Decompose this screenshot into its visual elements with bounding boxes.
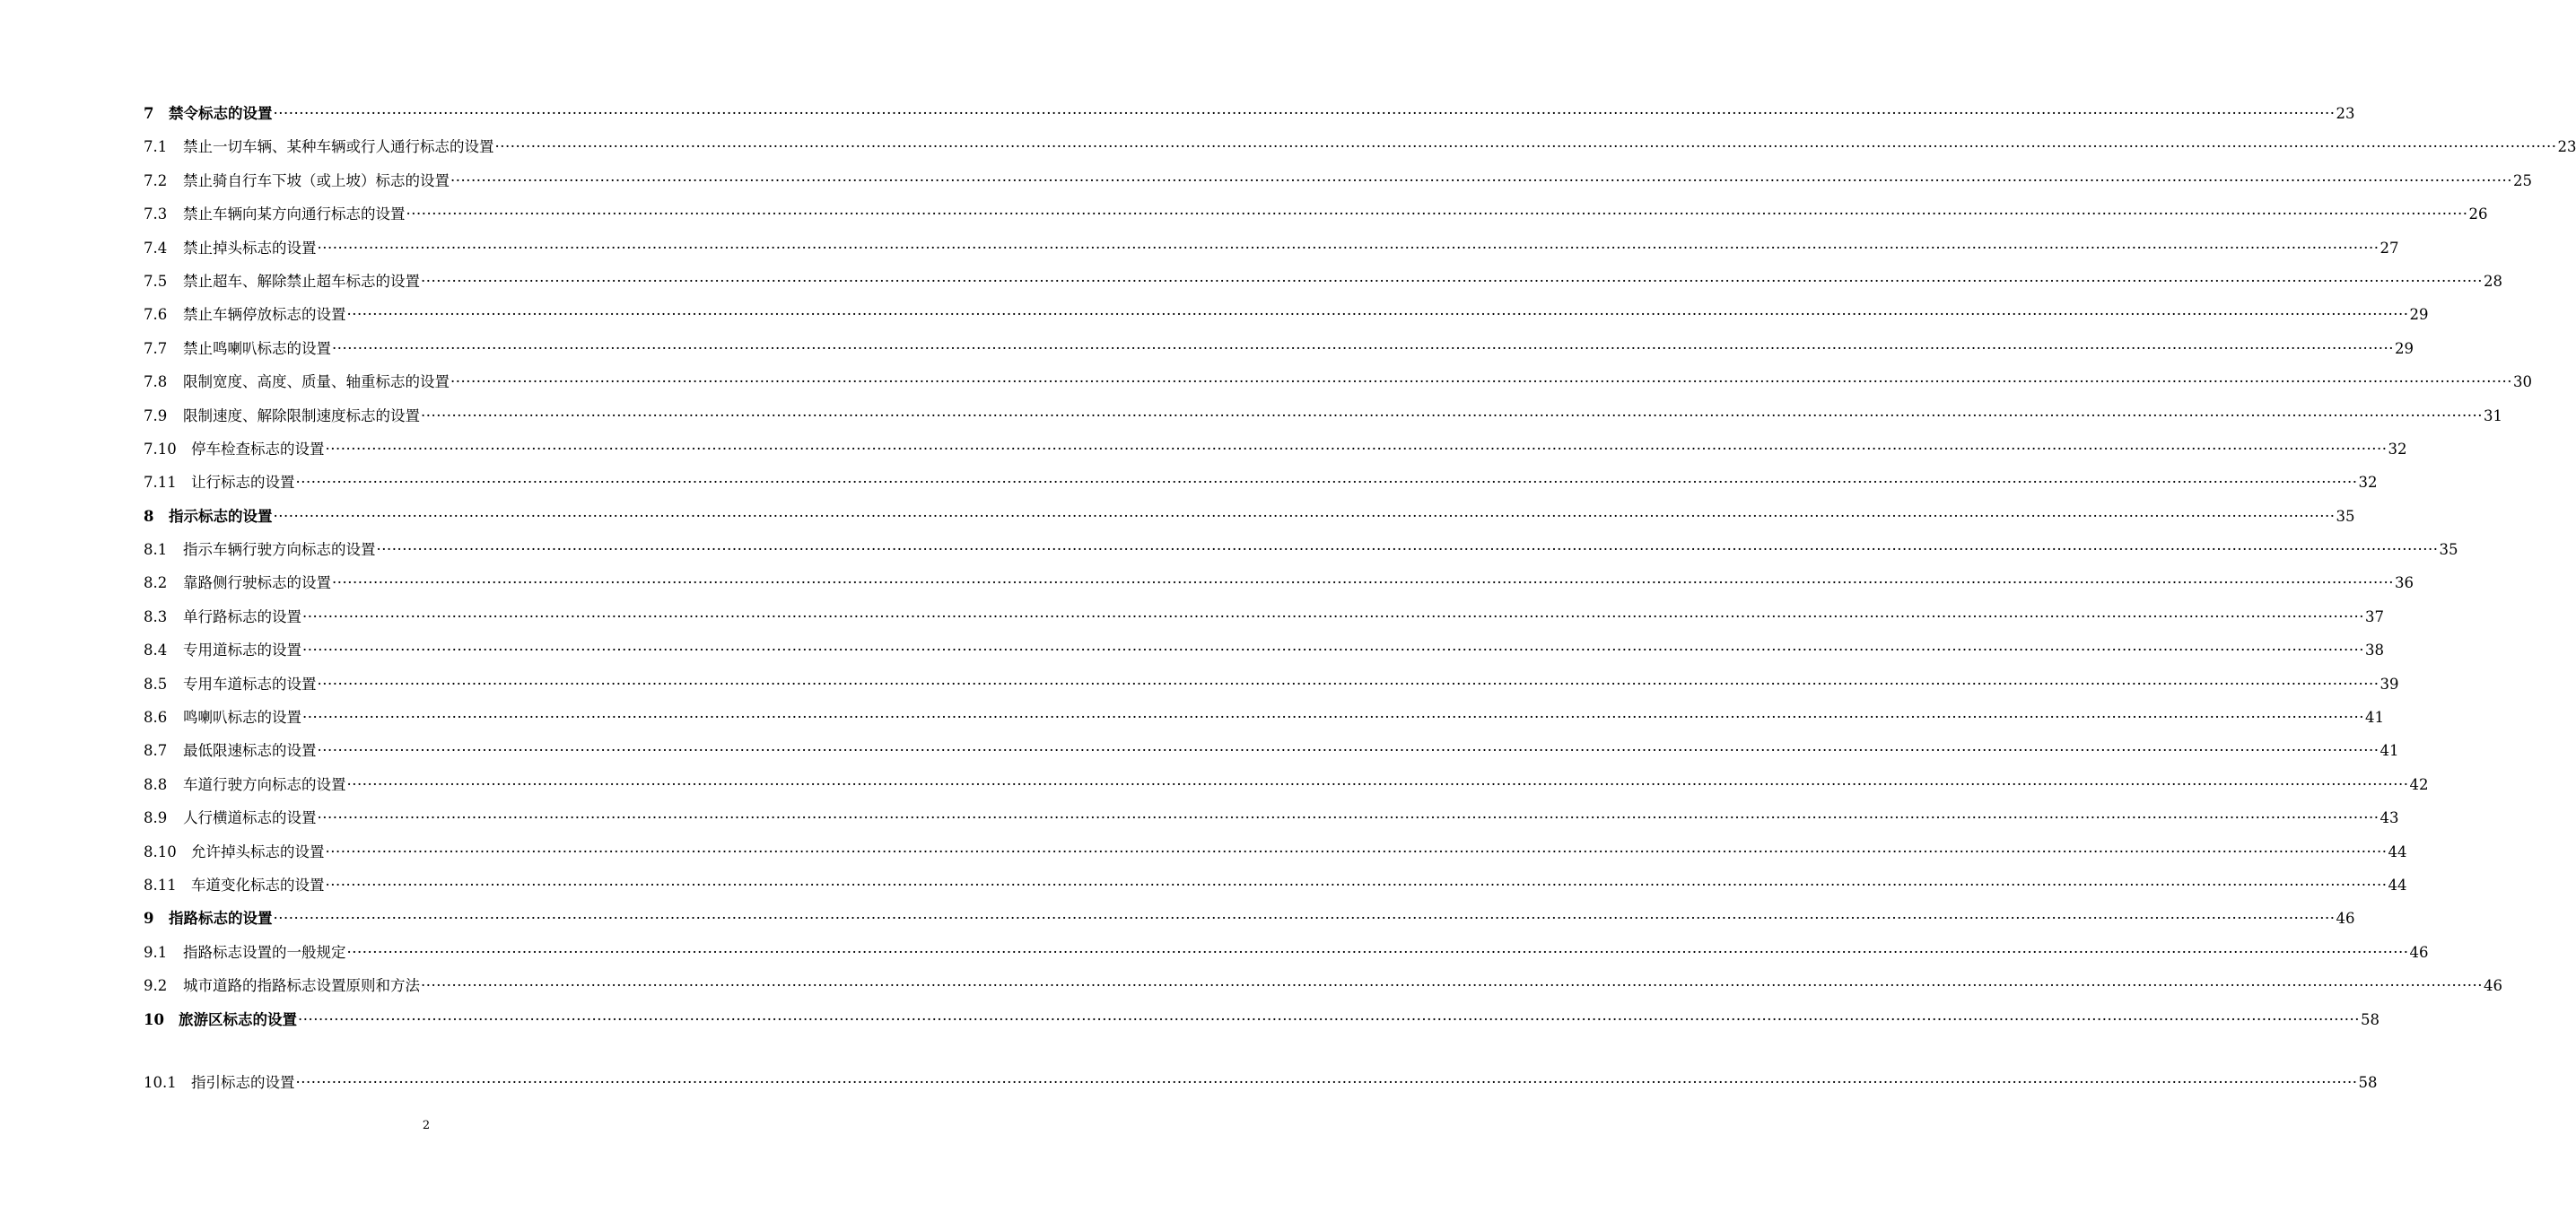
toc-section-entry[interactable] bbox=[144, 265, 2502, 298]
toc-section-entry[interactable] bbox=[144, 600, 2384, 633]
toc-entry-page: 43 bbox=[2380, 809, 2399, 827]
dot-leader: ················································································································································································································································································································································································································ bbox=[421, 406, 2483, 424]
toc-entry-title: 指路标志设置的一般规定 bbox=[183, 943, 346, 961]
toc-entry-title: 禁止车辆向某方向通行标志的设置 bbox=[183, 205, 406, 223]
toc-entry-page: 29 bbox=[2409, 306, 2429, 324]
toc-entry-page: 32 bbox=[2388, 440, 2407, 458]
dot-leader: ················································································································································································································································································································································································································ bbox=[346, 775, 2409, 793]
dot-leader: ················································································································································································································································································································································································································ bbox=[450, 171, 2512, 189]
toc-entry-number: 9.1 bbox=[144, 943, 168, 961]
toc-section-entry[interactable] bbox=[144, 768, 2429, 801]
toc-entry-number: 7.11 bbox=[144, 474, 177, 492]
toc-entry-number: 7.1 bbox=[144, 138, 168, 156]
toc-entry-title: 专用车道标志的设置 bbox=[183, 675, 317, 693]
toc-chapter-entry[interactable] bbox=[144, 902, 2355, 935]
toc-entry-title: 限制宽度、高度、质量、轴重标志的设置 bbox=[183, 373, 450, 391]
toc-section-entry[interactable] bbox=[144, 801, 2399, 834]
toc-section-entry[interactable] bbox=[144, 365, 2532, 398]
toc-entry-number: 7.2 bbox=[144, 171, 168, 189]
toc-entry-page: 28 bbox=[2483, 272, 2502, 290]
toc-entry-number: 8.3 bbox=[144, 607, 168, 625]
toc-entry-number: 10.1 bbox=[144, 1073, 177, 1091]
toc-section-entry[interactable] bbox=[144, 1066, 2378, 1099]
toc-entry-number: 8.11 bbox=[144, 876, 177, 894]
toc-section-entry[interactable] bbox=[144, 130, 2576, 163]
toc-entry-number: 7.3 bbox=[144, 205, 168, 223]
toc-entry-page: 44 bbox=[2388, 876, 2407, 894]
dot-leader: ················································································································································································································································································································································································································ bbox=[298, 1010, 2360, 1028]
dot-leader: ················································································································································································································································································································································································································ bbox=[317, 809, 2380, 827]
toc-entry-number: 7.6 bbox=[144, 306, 168, 324]
dot-leader: ················································································································································································································································································································································································································ bbox=[295, 1073, 2358, 1091]
toc-entry-page: 46 bbox=[2336, 910, 2355, 928]
table-of-contents bbox=[144, 97, 2576, 1099]
toc-section-entry[interactable] bbox=[144, 936, 2429, 969]
toc-entry-title: 禁止鸣喇叭标志的设置 bbox=[183, 339, 331, 357]
toc-entry-page: 39 bbox=[2380, 675, 2399, 693]
toc-entry-number: 9 bbox=[144, 910, 154, 928]
toc-section-entry[interactable] bbox=[144, 835, 2407, 869]
toc-entry-page: 46 bbox=[2409, 943, 2429, 961]
dot-leader: ················································································································································································································································································································································································································ bbox=[346, 943, 2409, 961]
toc-entry-page: 23 bbox=[2557, 138, 2576, 156]
dot-leader: ················································································································································································································································································································································································································ bbox=[317, 675, 2380, 693]
toc-entry-number: 8.8 bbox=[144, 775, 168, 793]
toc-entry-title: 指引标志的设置 bbox=[191, 1073, 295, 1091]
toc-entry-page: 29 bbox=[2394, 339, 2414, 357]
toc-section-entry[interactable] bbox=[144, 869, 2407, 902]
toc-entry-number: 7 bbox=[144, 105, 154, 122]
toc-entry-page: 41 bbox=[2364, 709, 2384, 727]
dot-leader: ················································································································································································································································································································································································································ bbox=[273, 507, 2336, 525]
toc-entry-title: 禁止一切车辆、某种车辆或行人通行标志的设置 bbox=[183, 138, 494, 156]
toc-entry-page: 25 bbox=[2512, 171, 2532, 189]
toc-entry-title: 指路标志的设置 bbox=[169, 910, 273, 928]
toc-entry-title: 城市道路的指路标志设置原则和方法 bbox=[183, 977, 420, 995]
toc-entry-number: 10 bbox=[144, 1010, 164, 1028]
toc-entry-number: 7.8 bbox=[144, 373, 168, 391]
toc-section-entry[interactable] bbox=[144, 668, 2399, 701]
page-number: 2 bbox=[422, 1119, 431, 1132]
toc-entry-number: 8.6 bbox=[144, 709, 168, 727]
toc-entry-title: 让行标志的设置 bbox=[191, 474, 295, 492]
toc-entry-title: 停车检查标志的设置 bbox=[191, 440, 325, 458]
dot-leader: ················································································································································································································································································································································································································ bbox=[295, 474, 2358, 492]
dot-leader: ················································································································································································································································································································································································································ bbox=[302, 642, 2364, 659]
toc-entry-title: 鸣喇叭标志的设置 bbox=[183, 709, 301, 727]
toc-chapter-entry[interactable] bbox=[144, 500, 2355, 533]
toc-entry-page: 41 bbox=[2380, 742, 2399, 760]
toc-section-entry[interactable] bbox=[144, 701, 2384, 734]
toc-entry-title: 专用道标志的设置 bbox=[183, 642, 301, 659]
toc-entry-number: 8.9 bbox=[144, 809, 168, 827]
dot-leader: ················································································································································································································································································································································································································ bbox=[317, 239, 2380, 257]
toc-section-entry[interactable] bbox=[144, 197, 2488, 231]
toc-entry-title: 限制速度、解除限制速度标志的设置 bbox=[183, 406, 420, 424]
toc-entry-number: 8.1 bbox=[144, 541, 168, 559]
toc-section-entry[interactable] bbox=[144, 969, 2502, 1002]
toc-entry-number: 7.4 bbox=[144, 239, 168, 257]
toc-entry-page: 32 bbox=[2358, 474, 2378, 492]
dot-leader: ················································································································································································································································································································································································································ bbox=[302, 607, 2364, 625]
toc-section-entry[interactable] bbox=[144, 566, 2414, 599]
toc-entry-page: 42 bbox=[2409, 775, 2429, 793]
toc-entry-page: 27 bbox=[2380, 239, 2399, 257]
toc-entry-title: 指示标志的设置 bbox=[169, 507, 273, 525]
dot-leader: ················································································································································································································································································································································································································ bbox=[332, 339, 2394, 357]
toc-entry-number: 7.9 bbox=[144, 406, 168, 424]
toc-chapter-entry[interactable] bbox=[144, 97, 2355, 130]
dot-leader: ················································································································································································································································································································································································································ bbox=[450, 373, 2512, 391]
toc-entry-title: 允许掉头标志的设置 bbox=[191, 843, 325, 860]
toc-section-entry[interactable] bbox=[144, 399, 2502, 432]
dot-leader: ················································································································································································································································································································································································································ bbox=[273, 910, 2336, 928]
toc-section-entry[interactable] bbox=[144, 466, 2378, 499]
toc-entry-page: 31 bbox=[2483, 406, 2502, 424]
toc-entry-number: 8.2 bbox=[144, 574, 168, 592]
toc-entry-page: 46 bbox=[2483, 977, 2502, 995]
toc-entry-page: 26 bbox=[2468, 205, 2488, 223]
toc-entry-page: 58 bbox=[2360, 1010, 2380, 1028]
dot-leader: ················································································································································································································································································································································································································ bbox=[325, 843, 2388, 860]
dot-leader: ················································································································································································································································································································································································································ bbox=[302, 709, 2364, 727]
toc-entry-page: 38 bbox=[2364, 642, 2384, 659]
toc-entry-title: 单行路标志的设置 bbox=[183, 607, 301, 625]
toc-section-entry[interactable] bbox=[144, 633, 2384, 667]
dot-leader: ················································································································································································································································································································································································································ bbox=[494, 138, 2557, 156]
toc-entry-title: 旅游区标志的设置 bbox=[179, 1010, 297, 1028]
toc-entry-page: 35 bbox=[2439, 541, 2458, 559]
toc-entry-page: 35 bbox=[2336, 507, 2355, 525]
toc-entry-number: 8.4 bbox=[144, 642, 168, 659]
toc-entry-title: 禁止车辆停放标志的设置 bbox=[183, 306, 346, 324]
dot-leader: ················································································································································································································································································································································································································ bbox=[317, 742, 2380, 760]
toc-entry-title: 车道行驶方向标志的设置 bbox=[183, 775, 346, 793]
toc-entry-number: 9.2 bbox=[144, 977, 168, 995]
dot-leader: ················································································································································································································································································································································································································ bbox=[406, 205, 2468, 223]
toc-section-entry[interactable] bbox=[144, 432, 2407, 466]
toc-entry-title: 禁止骑自行车下坡（或上坡）标志的设置 bbox=[183, 171, 450, 189]
dot-leader: ················································································································································································································································································································································································································ bbox=[421, 977, 2483, 995]
toc-entry-title: 人行横道标志的设置 bbox=[183, 809, 317, 827]
dot-leader: ················································································································································································································································································································································································································ bbox=[332, 574, 2394, 592]
toc-section-entry[interactable] bbox=[144, 231, 2399, 265]
toc-section-entry[interactable] bbox=[144, 298, 2429, 331]
toc-entry-page: 37 bbox=[2364, 607, 2384, 625]
toc-section-entry[interactable] bbox=[144, 332, 2414, 365]
toc-entry-number: 7.5 bbox=[144, 272, 168, 290]
toc-entry-number: 8 bbox=[144, 507, 154, 525]
toc-entry-page: 23 bbox=[2336, 105, 2355, 122]
dot-leader: ················································································································································································································································································································································································································ bbox=[376, 541, 2439, 559]
toc-entry-number: 8.7 bbox=[144, 742, 168, 760]
dot-leader: ················································································································································································································································································································································································································ bbox=[346, 306, 2409, 324]
toc-entry-page: 36 bbox=[2394, 574, 2414, 592]
toc-entry-page: 44 bbox=[2388, 843, 2407, 860]
toc-entry-title: 车道变化标志的设置 bbox=[191, 876, 325, 894]
toc-entry-title: 禁令标志的设置 bbox=[169, 105, 273, 122]
dot-leader: ················································································································································································································································································································································································································ bbox=[325, 876, 2388, 894]
toc-entry-page: 58 bbox=[2358, 1073, 2378, 1091]
toc-entry-title: 禁止超车、解除禁止超车标志的设置 bbox=[183, 272, 420, 290]
toc-entry-number: 7.10 bbox=[144, 440, 177, 458]
toc-section-entry[interactable] bbox=[144, 533, 2458, 566]
toc-entry-number: 8.10 bbox=[144, 843, 177, 860]
toc-entry-title: 靠路侧行驶标志的设置 bbox=[183, 574, 331, 592]
dot-leader: ················································································································································································································································································································································································································ bbox=[325, 440, 2388, 458]
toc-entry-number: 7.7 bbox=[144, 339, 168, 357]
toc-entry-title: 最低限速标志的设置 bbox=[183, 742, 317, 760]
dot-leader: ················································································································································································································································································································································································································ bbox=[421, 272, 2483, 290]
toc-section-entry[interactable] bbox=[144, 734, 2399, 767]
toc-entry-number: 8.5 bbox=[144, 675, 168, 693]
toc-entry-title: 指示车辆行驶方向标志的设置 bbox=[183, 541, 376, 559]
dot-leader: ················································································································································································································································································································································································································ bbox=[273, 105, 2336, 122]
toc-section-entry[interactable] bbox=[144, 164, 2532, 197]
toc-entry-title: 禁止掉头标志的设置 bbox=[183, 239, 317, 257]
toc-chapter-entry[interactable] bbox=[144, 1003, 2380, 1036]
toc-entry-page: 30 bbox=[2512, 373, 2532, 391]
